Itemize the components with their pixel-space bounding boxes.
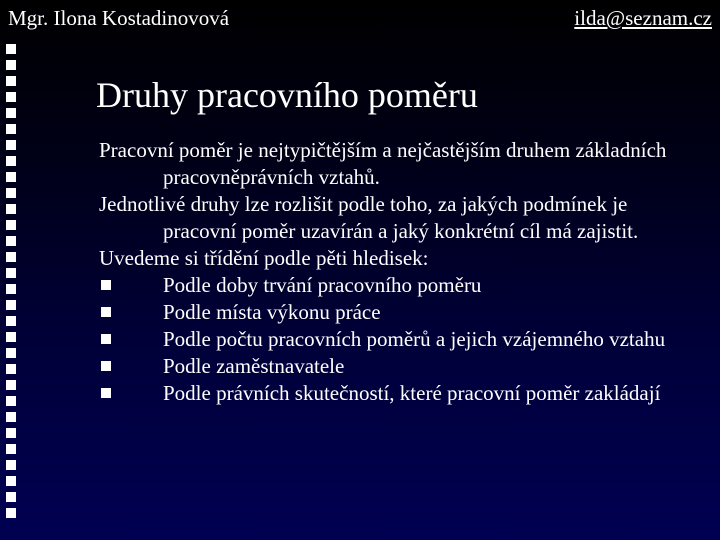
list-item	[99, 326, 699, 353]
list-item-text: Podle místa výkonu práce	[163, 300, 381, 324]
square-bullet-icon	[101, 388, 111, 398]
list-item-text: Podle počtu pracovních poměrů a jejich vzájemného vztahu	[163, 327, 666, 351]
slide-title: Druhy pracovního poměru	[96, 75, 478, 115]
email-link[interactable]: ilda@seznam.cz	[574, 6, 712, 30]
square-bullet-icon	[101, 307, 111, 317]
decorative-square-column	[6, 44, 16, 524]
list-item	[99, 299, 699, 326]
square-bullet-icon	[101, 334, 111, 344]
paragraph-3: Uvedeme si třídění podle pěti hledisek:	[99, 246, 429, 270]
list-item-text: Podle právních skutečností, které pracovní poměr zakládají	[163, 381, 661, 405]
paragraph-2: Jednotlivé druhy lze rozlišit podle toho, za jakých podmínek je pracovní poměr uzavírán a jaký konkrétní cíl má zajistit.	[99, 192, 639, 243]
author-name: Mgr. Ilona Kostadinovová	[8, 6, 230, 30]
list-item	[99, 353, 699, 380]
square-bullet-icon	[101, 361, 111, 371]
square-bullet-icon	[101, 280, 111, 290]
list-item	[99, 380, 699, 407]
paragraph-1: Pracovní poměr je nejtypičtějším a nejčastějším druhem základních pracovněprávních vztahů.	[99, 138, 667, 189]
slide-body	[99, 137, 699, 407]
list-item-text: Podle doby trvání pracovního poměru	[163, 273, 482, 297]
list-item-text: Podle zaměstnavatele	[163, 354, 345, 378]
list-item	[99, 272, 699, 299]
